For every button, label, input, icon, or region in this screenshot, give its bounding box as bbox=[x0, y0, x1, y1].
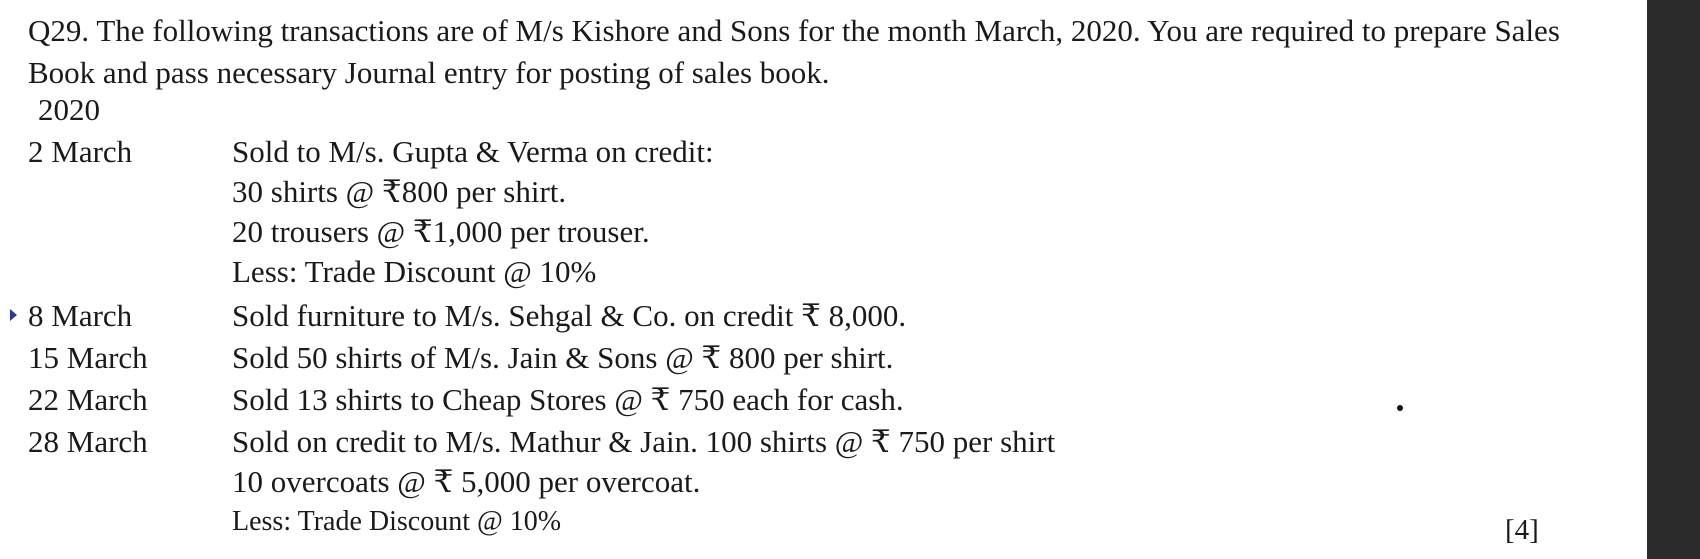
bullet-marker-icon bbox=[10, 309, 17, 321]
transaction-date: 2 March bbox=[28, 134, 133, 169]
transaction-line: Sold 50 shirts of M/s. Jain & Sons @ ₹ 800 per shirt. bbox=[232, 340, 894, 375]
transaction-date: 8 March bbox=[28, 298, 133, 333]
side-bar bbox=[1647, 0, 1700, 559]
transaction-date: 15 March bbox=[28, 340, 148, 375]
transaction-line: 20 trousers @ ₹1,000 per trouser. bbox=[232, 214, 650, 249]
transaction-row bbox=[0, 380, 1600, 420]
transaction-row-continued bbox=[0, 252, 1600, 292]
question-text: Q29. The following transactions are of M/s Kishore and Sons for the month March, 2020. You are required to prepare Sales Book and pass necessary Journal entry for posting of sales book. bbox=[28, 13, 1560, 90]
transaction-row bbox=[0, 132, 1600, 172]
transaction-row-continued bbox=[0, 502, 1600, 542]
transaction-line: Sold on credit to M/s. Mathur & Jain. 100 shirts @ ₹ 750 per shirt bbox=[232, 424, 1056, 459]
transaction-date: 22 March bbox=[28, 382, 148, 417]
stray-dot bbox=[1397, 405, 1403, 411]
transaction-line: Less: Trade Discount @ 10% bbox=[232, 506, 562, 537]
transaction-row-continued bbox=[0, 172, 1600, 212]
transaction-row bbox=[0, 338, 1600, 378]
transaction-line: Sold 13 shirts to Cheap Stores @ ₹ 750 each for cash. bbox=[232, 382, 904, 417]
transaction-line: 10 overcoats @ ₹ 5,000 per overcoat. bbox=[232, 464, 701, 499]
transaction-row bbox=[0, 422, 1600, 462]
transaction-line: Less: Trade Discount @ 10% bbox=[232, 254, 597, 289]
year-label: 2020 bbox=[38, 92, 100, 127]
marks-label: [4] bbox=[1505, 514, 1539, 546]
transaction-line: 30 shirts @ ₹800 per shirt. bbox=[232, 174, 567, 209]
transaction-row-continued bbox=[0, 462, 1600, 502]
transaction-row-continued bbox=[0, 212, 1600, 252]
transaction-row bbox=[0, 296, 1600, 336]
transaction-line: Sold to M/s. Gupta & Verma on credit: bbox=[232, 134, 714, 169]
transaction-line: Sold furniture to M/s. Sehgal & Co. on credit ₹ 8,000. bbox=[232, 298, 907, 333]
transaction-date: 28 March bbox=[28, 424, 148, 459]
